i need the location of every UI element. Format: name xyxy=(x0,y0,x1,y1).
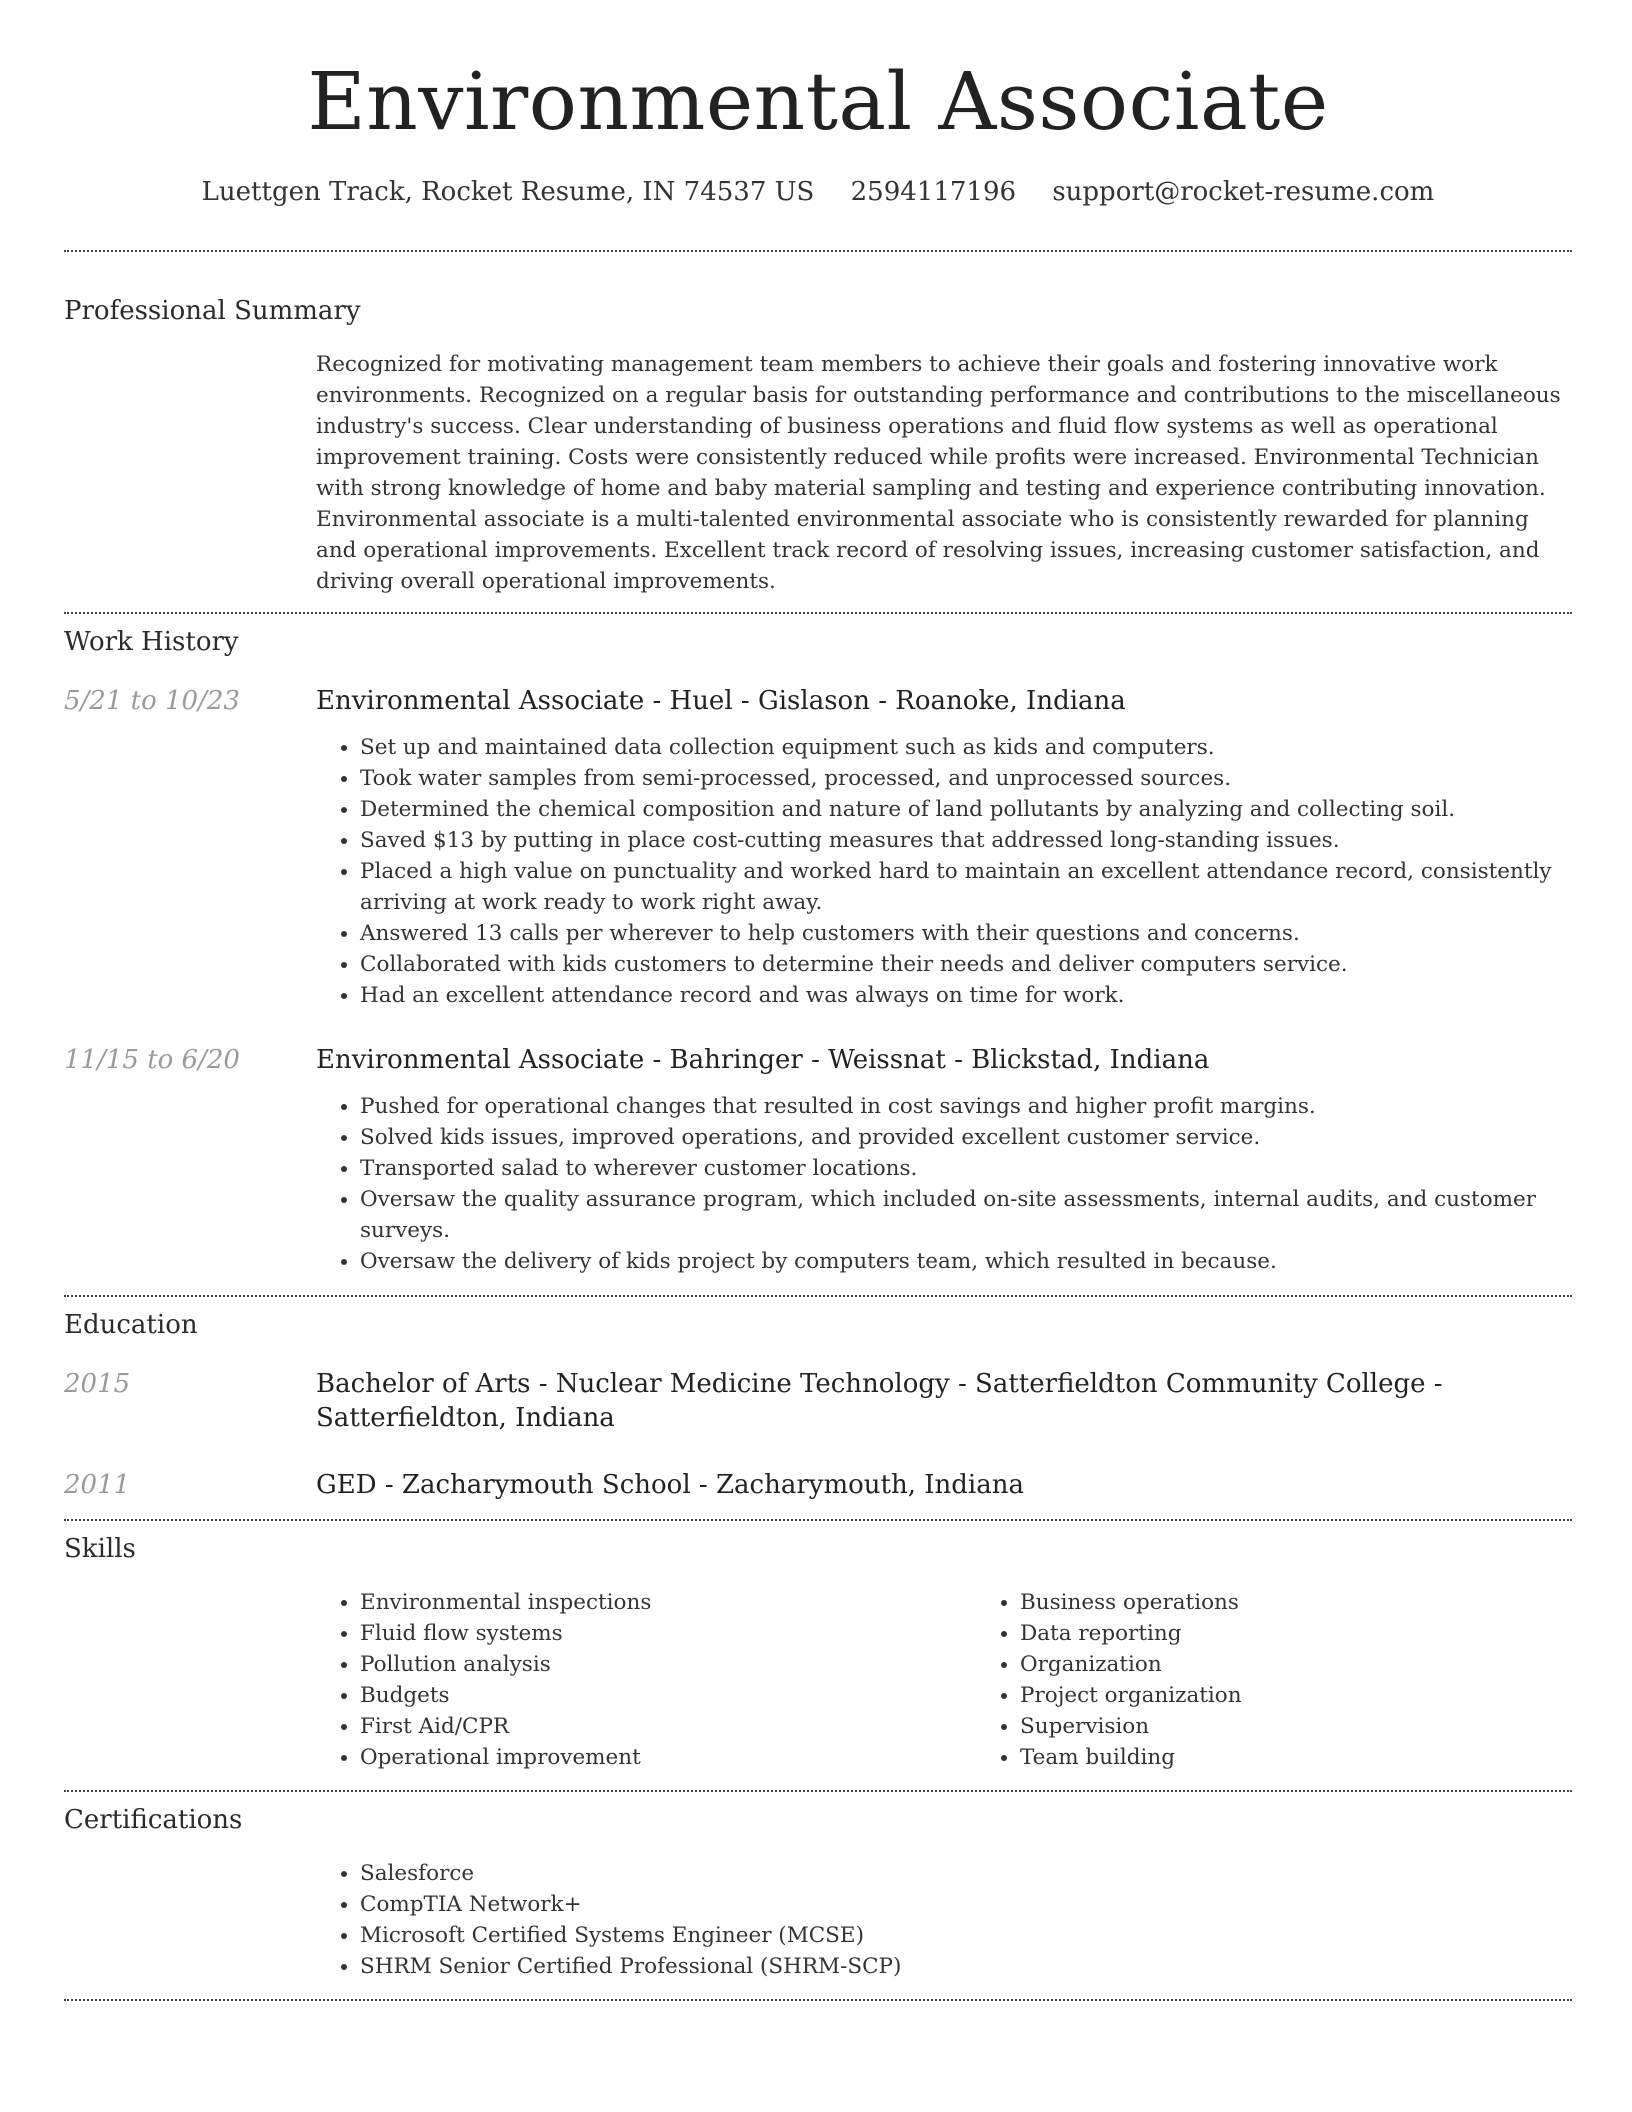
list-item: • Placed a high value on punctuality and worked hard to maintain an excellent attendance record, consistently arriving at work ready to work right away. xyxy=(360,856,1572,918)
list-item: • CompTIA Network+ xyxy=(360,1889,1572,1920)
list-item: • Budgets xyxy=(360,1680,976,1711)
skills-list-1 xyxy=(316,1587,976,1773)
certifications-section xyxy=(64,1803,1572,1982)
education-entry xyxy=(64,1367,1572,1435)
list-item: • Microsoft Certified Systems Engineer (MCSE) xyxy=(360,1920,1572,1951)
education-year: 2011 xyxy=(64,1470,131,1500)
section-title-skills: Skills xyxy=(64,1534,136,1564)
job-bullets xyxy=(316,1091,1572,1277)
education-year: 2015 xyxy=(64,1369,131,1399)
list-item: • Salesforce xyxy=(360,1858,1572,1889)
contact-email: support@rocket-resume.com xyxy=(1052,177,1435,207)
list-item: • Saved $13 by putting in place cost-cutting measures that addressed long-standing issues. xyxy=(360,825,1572,856)
divider xyxy=(64,1999,1572,2001)
list-item: • Had an excellent attendance record and was always on time for work. xyxy=(360,980,1572,1011)
work-section xyxy=(64,625,1572,1277)
education-section xyxy=(64,1308,1572,1502)
education-text: Bachelor of Arts - Nuclear Medicine Technology - Satterfieldton Community College - Satterfieldton, Indiana xyxy=(316,1369,1443,1433)
section-title-certifications: Certifications xyxy=(64,1805,243,1835)
resume-page xyxy=(64,0,1572,2001)
job-dates: 5/21 to 10/23 xyxy=(64,686,240,716)
job-entry xyxy=(64,1043,1572,1077)
list-item: • Oversaw the delivery of kids project by computers team, which resulted in because. xyxy=(360,1246,1572,1277)
list-item: • Data reporting xyxy=(1020,1618,1632,1649)
skills-list-2 xyxy=(976,1587,1632,1773)
section-title-work: Work History xyxy=(64,627,239,657)
list-item: • Organization xyxy=(1020,1649,1632,1680)
section-title-summary: Professional Summary xyxy=(64,296,361,326)
skills-section xyxy=(64,1532,1572,1773)
list-item: • SHRM Senior Certified Professional (SHRM-SCP) xyxy=(360,1951,1572,1982)
list-item: • Took water samples from semi-processed, processed, and unprocessed sources. xyxy=(360,763,1572,794)
job-entry xyxy=(64,684,1572,718)
list-item: • Oversaw the quality assurance program, which included on-site assessments, internal audits, and customer surveys. xyxy=(360,1184,1572,1246)
job-title: Environmental Associate - Bahringer - Weissnat - Blickstad, Indiana xyxy=(316,1045,1210,1075)
certifications-list xyxy=(316,1858,1572,1982)
list-item: • Environmental inspections xyxy=(360,1587,976,1618)
job-bullets xyxy=(316,732,1572,1011)
divider xyxy=(64,250,1572,252)
divider xyxy=(64,1790,1572,1792)
list-item: • Transported salad to wherever customer locations. xyxy=(360,1153,1572,1184)
contact-address: Luettgen Track, Rocket Resume, IN 74537 US xyxy=(201,177,815,207)
list-item: • Solved kids issues, improved operations, and provided excellent customer service. xyxy=(360,1122,1572,1153)
list-item: • Set up and maintained data collection equipment such as kids and computers. xyxy=(360,732,1572,763)
job-dates: 11/15 to 6/20 xyxy=(64,1045,240,1075)
list-item: • Fluid flow systems xyxy=(360,1618,976,1649)
summary-text: Recognized for motivating management team members to achieve their goals and fostering innovative work environments. Recognized on a regular basis for outstanding performance and contributions to the miscellaneous industry's success. Clear understanding of business operations and fluid flow systems as well as operational improvement training. Costs were consistently reduced while profits were increased. Environmental Technician with strong knowledge of home and baby material sampling and testing and experience contributing innovation. Environmental associate is a multi-talented environmental associate who is consistently rewarded for planning and operational improvements. Excellent track record of resolving issues, increasing customer satisfaction, and driving overall operational improvements. xyxy=(316,352,1561,594)
list-item: • Team building xyxy=(1020,1742,1632,1773)
education-entry xyxy=(64,1468,1572,1502)
list-item: • Supervision xyxy=(1020,1711,1632,1742)
list-item: • Operational improvement xyxy=(360,1742,976,1773)
list-item: • Pollution analysis xyxy=(360,1649,976,1680)
job-title: Environmental Associate - Huel - Gislason - Roanoke, Indiana xyxy=(316,686,1126,716)
divider xyxy=(64,1295,1572,1297)
list-item: • Pushed for operational changes that resulted in cost savings and higher profit margins. xyxy=(360,1091,1572,1122)
list-item: • Answered 13 calls per wherever to help customers with their questions and concerns. xyxy=(360,918,1572,949)
list-item: • First Aid/CPR xyxy=(360,1711,976,1742)
contact-line xyxy=(64,174,1572,210)
divider xyxy=(64,612,1572,614)
contact-phone: 2594117196 xyxy=(850,177,1017,207)
divider xyxy=(64,1519,1572,1521)
education-text: GED - Zacharymouth School - Zacharymouth, Indiana xyxy=(316,1470,1024,1500)
list-item: • Collaborated with kids customers to determine their needs and deliver computers service. xyxy=(360,949,1572,980)
list-item: • Business operations xyxy=(1020,1587,1632,1618)
summary-section xyxy=(64,294,1572,597)
section-title-education: Education xyxy=(64,1310,198,1340)
list-item: • Project organization xyxy=(1020,1680,1632,1711)
list-item: • Determined the chemical composition and nature of land pollutants by analyzing and collecting soil. xyxy=(360,794,1572,825)
resume-name: Environmental Associate xyxy=(307,55,1329,148)
